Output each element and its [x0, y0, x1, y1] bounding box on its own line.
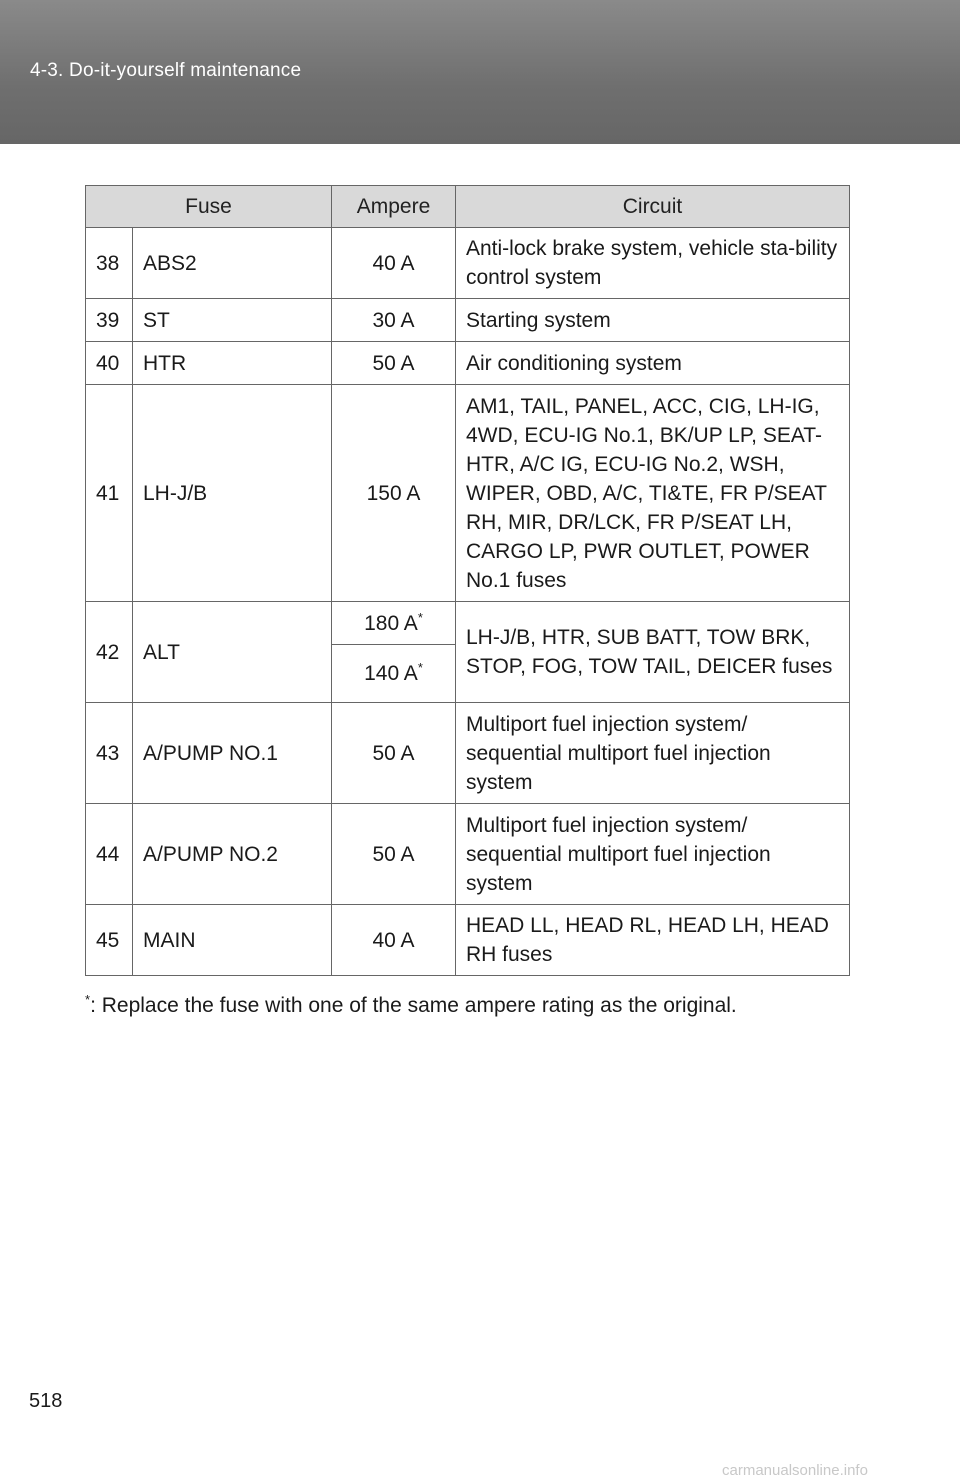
- fuse-name: MAIN: [133, 905, 332, 976]
- table-row: [86, 602, 850, 645]
- fuse-number: 43: [86, 703, 133, 804]
- fuse-number: 45: [86, 905, 133, 976]
- fuse-table: [85, 185, 850, 976]
- watermark: carmanualsonline.info: [722, 1462, 868, 1479]
- fuse-ampere-option: [332, 645, 456, 703]
- fuse-ampere: 150 A: [332, 385, 456, 602]
- footnote-marker: *: [85, 992, 91, 1007]
- fuse-circuit: Multiport fuel injection system/ sequential multiport fuel injection system: [456, 804, 850, 905]
- fuse-number: 44: [86, 804, 133, 905]
- fuse-ampere: 50 A: [332, 804, 456, 905]
- fuse-number: 40: [86, 342, 133, 385]
- fuse-name: ABS2: [133, 228, 332, 299]
- fuse-name: A/PUMP NO.1: [133, 703, 332, 804]
- footnote-marker: *: [417, 609, 423, 625]
- ampere-value: 140 A: [364, 662, 418, 685]
- fuse-ampere-option: [332, 602, 456, 645]
- table-row: [86, 703, 850, 804]
- table-header-row: [86, 186, 850, 228]
- fuse-ampere: 50 A: [332, 703, 456, 804]
- fuse-name: A/PUMP NO.2: [133, 804, 332, 905]
- column-header-ampere: Ampere: [332, 186, 456, 228]
- fuse-circuit: LH-J/B, HTR, SUB BATT, TOW BRK, STOP, FOG, TOW TAIL, DEICER fuses: [456, 602, 850, 703]
- fuse-circuit: HEAD LL, HEAD RL, HEAD LH, HEAD RH fuses: [456, 905, 850, 976]
- table-row: [86, 342, 850, 385]
- column-header-circuit: Circuit: [456, 186, 850, 228]
- table-row: [86, 299, 850, 342]
- section-header: [0, 0, 960, 144]
- fuse-ampere: 40 A: [332, 905, 456, 976]
- page-number: 518: [29, 1390, 63, 1412]
- table-row: [86, 385, 850, 602]
- fuse-ampere: 40 A: [332, 228, 456, 299]
- fuse-number: 42: [86, 602, 133, 703]
- table-row: [86, 228, 850, 299]
- fuse-circuit: Multiport fuel injection system/ sequential multiport fuel injection system: [456, 703, 850, 804]
- table-row: [86, 804, 850, 905]
- fuse-name: LH-J/B: [133, 385, 332, 602]
- fuse-number: 41: [86, 385, 133, 602]
- fuse-name: ST: [133, 299, 332, 342]
- footnote-text: : Replace the fuse with one of the same ampere rating as the original.: [90, 994, 737, 1017]
- fuse-name: HTR: [133, 342, 332, 385]
- fuse-number: 39: [86, 299, 133, 342]
- fuse-ampere: 30 A: [332, 299, 456, 342]
- fuse-number: 38: [86, 228, 133, 299]
- fuse-circuit: Anti-lock brake system, vehicle sta-bility control system: [456, 228, 850, 299]
- footnote: [85, 994, 737, 1018]
- column-header-fuse: Fuse: [86, 186, 332, 228]
- fuse-circuit: Air conditioning system: [456, 342, 850, 385]
- footnote-marker: *: [417, 660, 423, 675]
- table-row: [86, 905, 850, 976]
- section-title: 4-3. Do-it-yourself maintenance: [30, 60, 302, 81]
- fuse-name: ALT: [133, 602, 332, 703]
- fuse-circuit: AM1, TAIL, PANEL, ACC, CIG, LH-IG, 4WD, ECU-IG No.1, BK/UP LP, SEAT-HTR, A/C IG, ECU-IG No.2, WSH, WIPER, OBD, A/C, TI&TE, FR P/SEAT RH, MIR, DR/LCK, FR P/SEAT LH, CARGO LP, PWR OUTLET, POWER No.1 fuses: [456, 385, 850, 602]
- fuse-ampere: 50 A: [332, 342, 456, 385]
- fuse-circuit: Starting system: [456, 299, 850, 342]
- ampere-value: 180 A: [364, 611, 418, 635]
